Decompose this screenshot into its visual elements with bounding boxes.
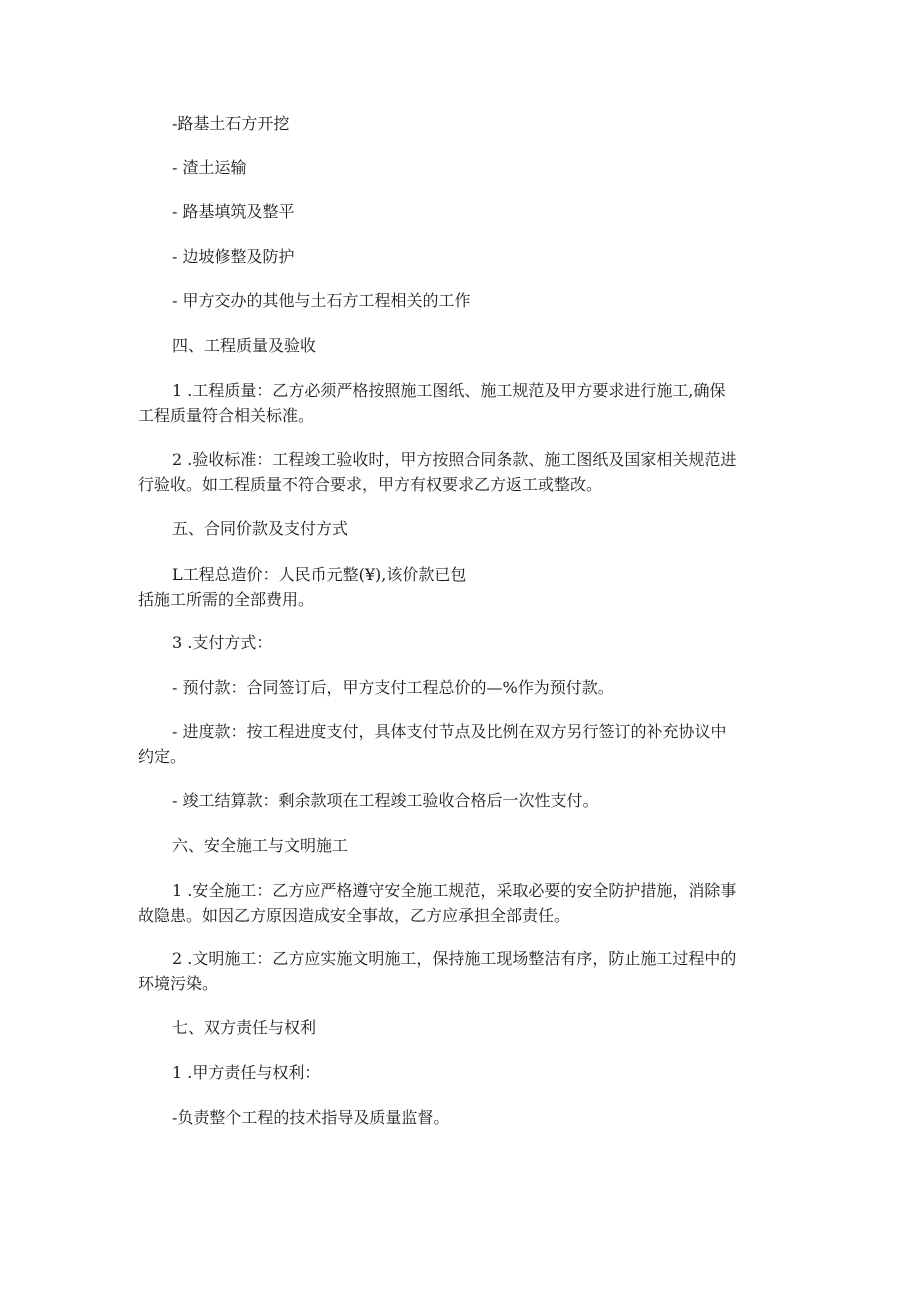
payment-progress-line-2: 约定。 — [138, 747, 187, 766]
payment-progress — [138, 719, 782, 769]
scope-item-other: - 甲方交办的其他与土石方工程相关的工作 — [172, 291, 471, 310]
section-4-item-2-line-1: 2 .验收标准：工程竣工验收时，甲方按照合同条款、施工图纸及国家相关规范进 — [172, 450, 737, 469]
section-4-item-1-line-1: 1 .工程质量：乙方必须严格按照施工图纸、施工规范及甲方要求进行施工,确保 — [172, 381, 726, 400]
section-5-item-1-line-1: L工程总造价：人民币元整(¥),该价款已包 — [172, 565, 467, 584]
section-6-heading: 六、安全施工与文明施工 — [172, 836, 349, 855]
section-7-sub-1: -负责整个工程的技术指导及质量监督。 — [172, 1108, 450, 1127]
section-5-heading: 五、合同价款及支付方式 — [172, 519, 349, 538]
section-4-item-2-line-2: 行验收。如工程质量不符合要求，甲方有权要求乙方返工或整改。 — [138, 475, 603, 494]
section-4-item-1-line-2: 工程质量符合相关标准。 — [138, 406, 315, 425]
section-5-item-3: 3 .支付方式： — [172, 633, 273, 652]
section-6-item-1 — [138, 878, 782, 928]
payment-progress-line-1: - 进度款：按工程进度支付，具体支付节点及比例在双方另行签订的补充协议中 — [172, 722, 727, 741]
payment-final: - 竣工结算款：剩余款项在工程竣工验收合格后一次性支付。 — [172, 791, 599, 810]
section-4-item-1 — [138, 378, 782, 428]
scope-item-slope: - 边坡修整及防护 — [172, 247, 295, 266]
section-4-item-2 — [138, 447, 782, 497]
section-6-item-2 — [138, 946, 782, 996]
section-6-item-1-line-1: 1 .安全施工：乙方应严格遵守安全施工规范，采取必要的安全防护措施，消除事 — [172, 881, 737, 900]
section-5-item-1 — [138, 562, 782, 612]
section-6-item-2-line-1: 2 .文明施工：乙方应实施文明施工，保持施工现场整洁有序，防止施工过程中的 — [172, 949, 737, 968]
scope-item-transport: - 渣土运输 — [172, 158, 247, 177]
section-6-item-2-line-2: 环境污染。 — [138, 974, 219, 993]
section-4-heading: 四、工程质量及验收 — [172, 336, 317, 355]
section-6-item-1-line-2: 故隐患。如因乙方原因造成安全事故，乙方应承担全部责任。 — [138, 906, 571, 925]
section-7-heading: 七、双方责任与权利 — [172, 1018, 317, 1037]
scope-item-filling: - 路基填筑及整平 — [172, 202, 295, 221]
section-5-item-1-line-2: 括施工所需的全部费用。 — [138, 590, 315, 609]
payment-advance: - 预付款：合同签订后，甲方支付工程总价的—%作为预付款。 — [172, 678, 614, 697]
scope-item-excavation: -路基土石方开挖 — [172, 114, 290, 133]
section-7-item-1: 1 .甲方责任与权利： — [172, 1063, 321, 1082]
